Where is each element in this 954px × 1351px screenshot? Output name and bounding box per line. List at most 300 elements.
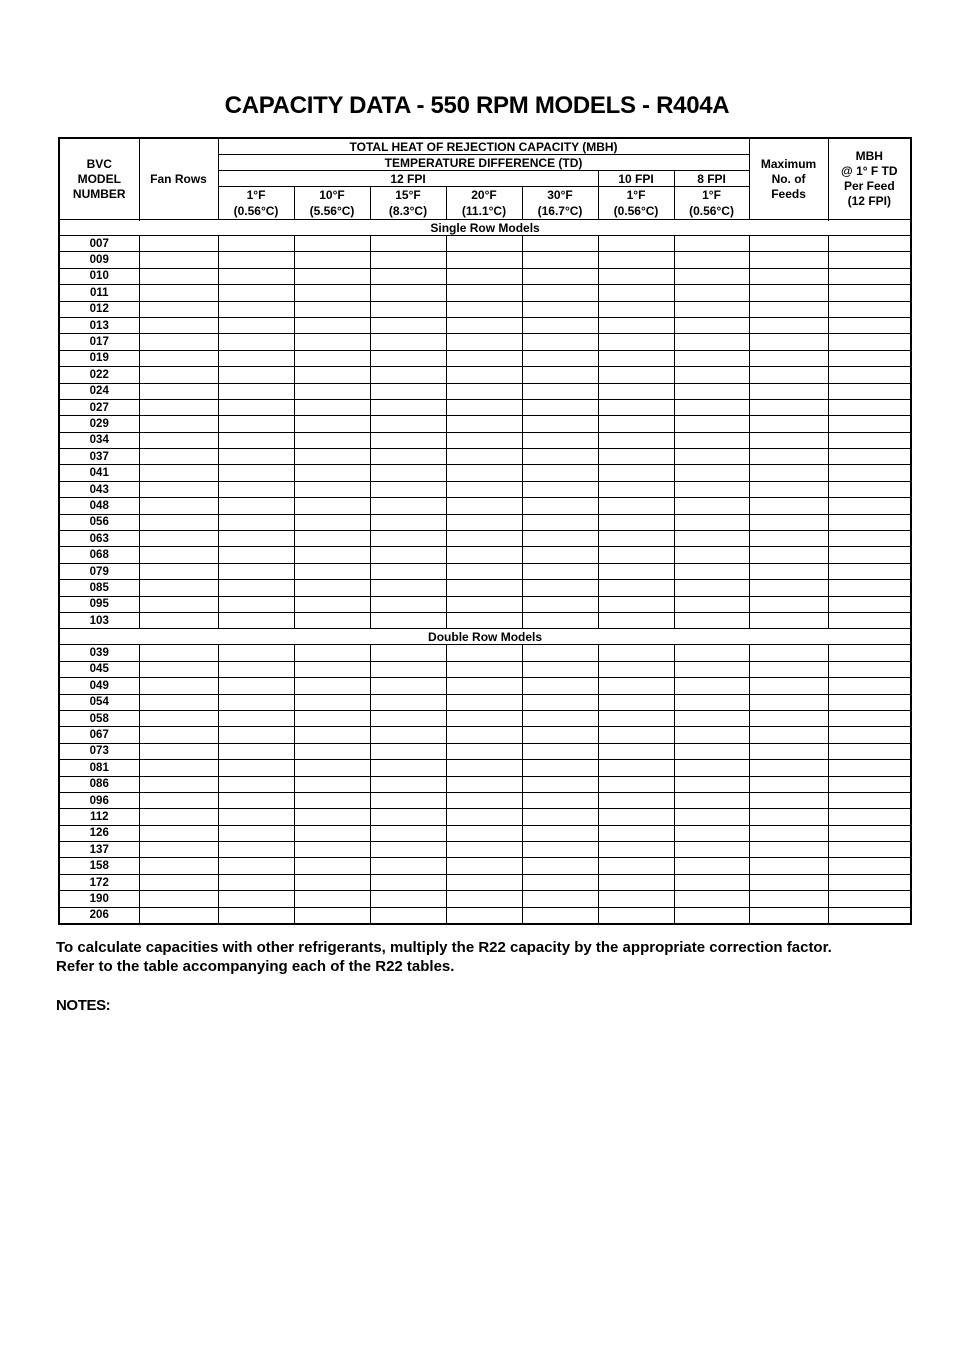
empty-data-cell [370, 825, 446, 841]
empty-data-cell [674, 809, 749, 825]
empty-data-cell [218, 678, 294, 694]
empty-data-cell [828, 498, 911, 514]
empty-data-cell [749, 465, 828, 481]
empty-data-cell [218, 399, 294, 415]
empty-data-cell [446, 465, 522, 481]
empty-data-cell [598, 743, 674, 759]
model-number-cell: 086 [59, 776, 139, 792]
empty-data-cell [294, 809, 370, 825]
model-number-cell: 137 [59, 842, 139, 858]
section-header: Double Row Models [59, 629, 911, 645]
empty-data-cell [674, 301, 749, 317]
empty-data-cell [598, 285, 674, 301]
empty-data-cell [522, 727, 598, 743]
empty-data-cell [674, 645, 749, 661]
td-column-header [218, 187, 294, 220]
empty-data-cell [139, 776, 218, 792]
empty-data-cell [370, 842, 446, 858]
empty-data-cell [674, 498, 749, 514]
empty-data-cell [446, 891, 522, 907]
empty-data-cell [139, 792, 218, 808]
empty-data-cell [598, 481, 674, 497]
td-celsius: (16.7°C) [537, 204, 583, 218]
empty-data-cell [218, 432, 294, 448]
table-row [59, 317, 911, 333]
empty-data-cell [294, 563, 370, 579]
empty-data-cell [218, 236, 294, 252]
empty-data-cell [294, 465, 370, 481]
table-row [59, 432, 911, 448]
empty-data-cell [598, 727, 674, 743]
empty-data-cell [139, 809, 218, 825]
empty-data-cell [370, 596, 446, 612]
empty-data-cell [522, 547, 598, 563]
empty-data-cell [446, 842, 522, 858]
td-fahrenheit: 20°F [471, 188, 497, 202]
model-number-cell: 063 [59, 531, 139, 547]
empty-data-cell [749, 907, 828, 924]
empty-data-cell [218, 563, 294, 579]
empty-data-cell [446, 645, 522, 661]
empty-data-cell [749, 367, 828, 383]
empty-data-cell [674, 252, 749, 268]
empty-data-cell [294, 449, 370, 465]
empty-data-cell [370, 907, 446, 924]
td-column-header [598, 187, 674, 220]
empty-data-cell [370, 383, 446, 399]
empty-data-cell [828, 760, 911, 776]
empty-data-cell [139, 678, 218, 694]
empty-data-cell [828, 367, 911, 383]
empty-data-cell [674, 760, 749, 776]
empty-data-cell [828, 465, 911, 481]
empty-data-cell [674, 350, 749, 366]
model-number-cell: 007 [59, 236, 139, 252]
empty-data-cell [218, 661, 294, 677]
empty-data-cell [446, 252, 522, 268]
empty-data-cell [370, 236, 446, 252]
empty-data-cell [674, 236, 749, 252]
empty-data-cell [522, 678, 598, 694]
refrigerant-footnote [56, 938, 936, 976]
empty-data-cell [370, 449, 446, 465]
empty-data-cell [218, 858, 294, 874]
empty-data-cell [139, 743, 218, 759]
empty-data-cell [370, 301, 446, 317]
empty-data-cell [294, 498, 370, 514]
empty-data-cell [294, 317, 370, 333]
empty-data-cell [294, 416, 370, 432]
model-number-cell: 054 [59, 694, 139, 710]
empty-data-cell [218, 694, 294, 710]
table-row [59, 596, 911, 612]
empty-data-cell [294, 727, 370, 743]
td-fahrenheit: 1°F [702, 188, 721, 202]
empty-data-cell [828, 350, 911, 366]
empty-data-cell [828, 776, 911, 792]
empty-data-cell [749, 858, 828, 874]
empty-data-cell [598, 416, 674, 432]
empty-data-cell [446, 481, 522, 497]
max-feeds-line-2: No. of [771, 171, 806, 186]
empty-data-cell [446, 449, 522, 465]
empty-data-cell [218, 874, 294, 890]
empty-data-cell [749, 514, 828, 530]
empty-data-cell [749, 449, 828, 465]
empty-data-cell [828, 399, 911, 415]
model-number-cell: 011 [59, 285, 139, 301]
empty-data-cell [139, 367, 218, 383]
table-row [59, 531, 911, 547]
empty-data-cell [139, 465, 218, 481]
model-number-cell: 013 [59, 317, 139, 333]
empty-data-cell [370, 285, 446, 301]
empty-data-cell [294, 842, 370, 858]
empty-data-cell [446, 760, 522, 776]
empty-data-cell [598, 350, 674, 366]
empty-data-cell [522, 858, 598, 874]
empty-data-cell [522, 612, 598, 628]
mbh-line-1: MBH [855, 149, 883, 163]
empty-data-cell [218, 531, 294, 547]
empty-data-cell [674, 842, 749, 858]
empty-data-cell [828, 825, 911, 841]
empty-data-cell [370, 317, 446, 333]
empty-data-cell [749, 792, 828, 808]
table-row [59, 727, 911, 743]
empty-data-cell [139, 449, 218, 465]
empty-data-cell [598, 792, 674, 808]
empty-data-cell [749, 678, 828, 694]
empty-data-cell [522, 301, 598, 317]
empty-data-cell [598, 907, 674, 924]
max-feeds-line-1: Maximum [760, 156, 817, 171]
temp-diff-header: TEMPERATURE DIFFERENCE (TD) [218, 155, 749, 171]
max-feeds-header [749, 138, 828, 220]
empty-data-cell [370, 694, 446, 710]
empty-data-cell [522, 432, 598, 448]
empty-data-cell [522, 268, 598, 284]
td-column-header [294, 187, 370, 220]
model-number-cell: 190 [59, 891, 139, 907]
empty-data-cell [370, 710, 446, 726]
empty-data-cell [139, 498, 218, 514]
table-row [59, 612, 911, 628]
empty-data-cell [522, 317, 598, 333]
model-number-cell: 112 [59, 809, 139, 825]
model-number-cell: 019 [59, 350, 139, 366]
model-number-cell: 037 [59, 449, 139, 465]
empty-data-cell [139, 317, 218, 333]
empty-data-cell [598, 317, 674, 333]
empty-data-cell [598, 531, 674, 547]
empty-data-cell [598, 383, 674, 399]
model-number-cell: 027 [59, 399, 139, 415]
td-fahrenheit: 1°F [626, 188, 646, 202]
empty-data-cell [446, 907, 522, 924]
empty-data-cell [294, 907, 370, 924]
empty-data-cell [294, 481, 370, 497]
mbh-line-3: Per Feed [843, 179, 895, 193]
empty-data-cell [598, 596, 674, 612]
empty-data-cell [446, 563, 522, 579]
empty-data-cell [139, 416, 218, 432]
table-row [59, 907, 911, 924]
empty-data-cell [522, 694, 598, 710]
empty-data-cell [522, 825, 598, 841]
empty-data-cell [598, 776, 674, 792]
model-number-cell: 034 [59, 432, 139, 448]
empty-data-cell [749, 399, 828, 415]
empty-data-cell [828, 694, 911, 710]
table-row [59, 858, 911, 874]
model-number-cell: 172 [59, 874, 139, 890]
empty-data-cell [522, 792, 598, 808]
table-row [59, 661, 911, 677]
table-row [59, 842, 911, 858]
model-number-cell: 010 [59, 268, 139, 284]
td-celsius: (0.56°C) [233, 204, 279, 218]
page-title: CAPACITY DATA - 550 RPM MODELS - R404A [224, 92, 730, 119]
empty-data-cell [370, 334, 446, 350]
empty-data-cell [522, 334, 598, 350]
empty-data-cell [370, 874, 446, 890]
empty-data-cell [749, 580, 828, 596]
empty-data-cell [370, 792, 446, 808]
empty-data-cell [749, 285, 828, 301]
empty-data-cell [828, 383, 911, 399]
empty-data-cell [218, 825, 294, 841]
empty-data-cell [370, 858, 446, 874]
empty-data-cell [139, 432, 218, 448]
empty-data-cell [139, 285, 218, 301]
empty-data-cell [294, 580, 370, 596]
model-number-cell: 158 [59, 858, 139, 874]
empty-data-cell [598, 547, 674, 563]
empty-data-cell [370, 776, 446, 792]
table-row [59, 514, 911, 530]
model-number-cell: 009 [59, 252, 139, 268]
empty-data-cell [674, 580, 749, 596]
empty-data-cell [674, 792, 749, 808]
empty-data-cell [828, 710, 911, 726]
model-number-cell: 022 [59, 367, 139, 383]
empty-data-cell [598, 809, 674, 825]
empty-data-cell [218, 367, 294, 383]
empty-data-cell [674, 858, 749, 874]
empty-data-cell [674, 891, 749, 907]
td-celsius: (0.56°C) [613, 204, 659, 218]
model-number-cell: 012 [59, 301, 139, 317]
td-fahrenheit: 15°F [395, 188, 421, 202]
empty-data-cell [522, 776, 598, 792]
empty-data-cell [522, 514, 598, 530]
empty-data-cell [446, 661, 522, 677]
empty-data-cell [749, 760, 828, 776]
empty-data-cell [598, 498, 674, 514]
empty-data-cell [139, 580, 218, 596]
empty-data-cell [828, 481, 911, 497]
empty-data-cell [598, 858, 674, 874]
table-row [59, 350, 911, 366]
empty-data-cell [828, 334, 911, 350]
empty-data-cell [522, 760, 598, 776]
empty-data-cell [749, 481, 828, 497]
empty-data-cell [218, 350, 294, 366]
table-row [59, 252, 911, 268]
empty-data-cell [749, 252, 828, 268]
empty-data-cell [218, 498, 294, 514]
empty-data-cell [749, 891, 828, 907]
empty-data-cell [446, 514, 522, 530]
table-row [59, 268, 911, 284]
empty-data-cell [139, 645, 218, 661]
model-number-cell: 058 [59, 710, 139, 726]
model-number-cell: 073 [59, 743, 139, 759]
empty-data-cell [218, 743, 294, 759]
model-number-cell: 081 [59, 760, 139, 776]
empty-data-cell [139, 531, 218, 547]
empty-data-cell [218, 907, 294, 924]
table-row [59, 743, 911, 759]
fpi8-header: 8 FPI [674, 171, 749, 187]
empty-data-cell [446, 399, 522, 415]
table-row [59, 792, 911, 808]
empty-data-cell [749, 645, 828, 661]
empty-data-cell [446, 317, 522, 333]
empty-data-cell [370, 514, 446, 530]
td-celsius: (11.1°C) [461, 204, 507, 218]
empty-data-cell [446, 792, 522, 808]
empty-data-cell [294, 367, 370, 383]
empty-data-cell [446, 596, 522, 612]
model-number-cell: 103 [59, 612, 139, 628]
empty-data-cell [828, 531, 911, 547]
empty-data-cell [674, 776, 749, 792]
empty-data-cell [218, 842, 294, 858]
table-row [59, 481, 911, 497]
empty-data-cell [828, 874, 911, 890]
table-row [59, 498, 911, 514]
empty-data-cell [218, 268, 294, 284]
empty-data-cell [218, 416, 294, 432]
empty-data-cell [749, 743, 828, 759]
empty-data-cell [446, 874, 522, 890]
empty-data-cell [139, 481, 218, 497]
empty-data-cell [828, 678, 911, 694]
empty-data-cell [598, 694, 674, 710]
model-number-cell: 085 [59, 580, 139, 596]
empty-data-cell [522, 563, 598, 579]
empty-data-cell [446, 350, 522, 366]
empty-data-cell [370, 891, 446, 907]
empty-data-cell [218, 612, 294, 628]
model-number-cell: 017 [59, 334, 139, 350]
empty-data-cell [294, 743, 370, 759]
empty-data-cell [674, 907, 749, 924]
empty-data-cell [294, 236, 370, 252]
empty-data-cell [294, 776, 370, 792]
empty-data-cell [294, 350, 370, 366]
empty-data-cell [370, 481, 446, 497]
empty-data-cell [598, 710, 674, 726]
empty-data-cell [218, 465, 294, 481]
empty-data-cell [828, 514, 911, 530]
empty-data-cell [749, 563, 828, 579]
table-row [59, 580, 911, 596]
empty-data-cell [370, 465, 446, 481]
empty-data-cell [446, 416, 522, 432]
empty-data-cell [598, 465, 674, 481]
empty-data-cell [370, 727, 446, 743]
model-number-cell: 048 [59, 498, 139, 514]
empty-data-cell [828, 252, 911, 268]
empty-data-cell [446, 236, 522, 252]
section-header: Single Row Models [59, 220, 911, 236]
empty-data-cell [370, 612, 446, 628]
table-row [59, 645, 911, 661]
empty-data-cell [828, 317, 911, 333]
empty-data-cell [674, 678, 749, 694]
empty-data-cell [294, 891, 370, 907]
empty-data-cell [446, 334, 522, 350]
empty-data-cell [218, 514, 294, 530]
empty-data-cell [522, 891, 598, 907]
empty-data-cell [522, 399, 598, 415]
empty-data-cell [749, 531, 828, 547]
empty-data-cell [139, 334, 218, 350]
empty-data-cell [139, 399, 218, 415]
empty-data-cell [522, 645, 598, 661]
empty-data-cell [370, 432, 446, 448]
empty-data-cell [522, 350, 598, 366]
empty-data-cell [294, 531, 370, 547]
empty-data-cell [139, 825, 218, 841]
td-fahrenheit: 1°F [246, 188, 266, 202]
model-number-cell: 029 [59, 416, 139, 432]
empty-data-cell [139, 252, 218, 268]
empty-data-cell [218, 710, 294, 726]
empty-data-cell [598, 563, 674, 579]
empty-data-cell [294, 596, 370, 612]
td-column-header [674, 187, 749, 220]
empty-data-cell [446, 612, 522, 628]
empty-data-cell [674, 416, 749, 432]
empty-data-cell [674, 596, 749, 612]
empty-data-cell [218, 252, 294, 268]
capacity-table [58, 137, 912, 925]
empty-data-cell [370, 563, 446, 579]
empty-data-cell [139, 596, 218, 612]
empty-data-cell [139, 760, 218, 776]
table-row [59, 809, 911, 825]
table-row [59, 678, 911, 694]
empty-data-cell [828, 547, 911, 563]
empty-data-cell [294, 760, 370, 776]
empty-data-cell [370, 580, 446, 596]
model-number-cell: 079 [59, 563, 139, 579]
empty-data-cell [294, 612, 370, 628]
bvc-label: BVC [86, 156, 112, 171]
empty-data-cell [828, 596, 911, 612]
td-celsius: (8.3°C) [388, 204, 428, 218]
fan-rows-header: Fan Rows [139, 138, 218, 220]
empty-data-cell [598, 334, 674, 350]
empty-data-cell [598, 514, 674, 530]
empty-data-cell [674, 481, 749, 497]
td-celsius: (0.56°C) [689, 204, 734, 218]
empty-data-cell [522, 236, 598, 252]
